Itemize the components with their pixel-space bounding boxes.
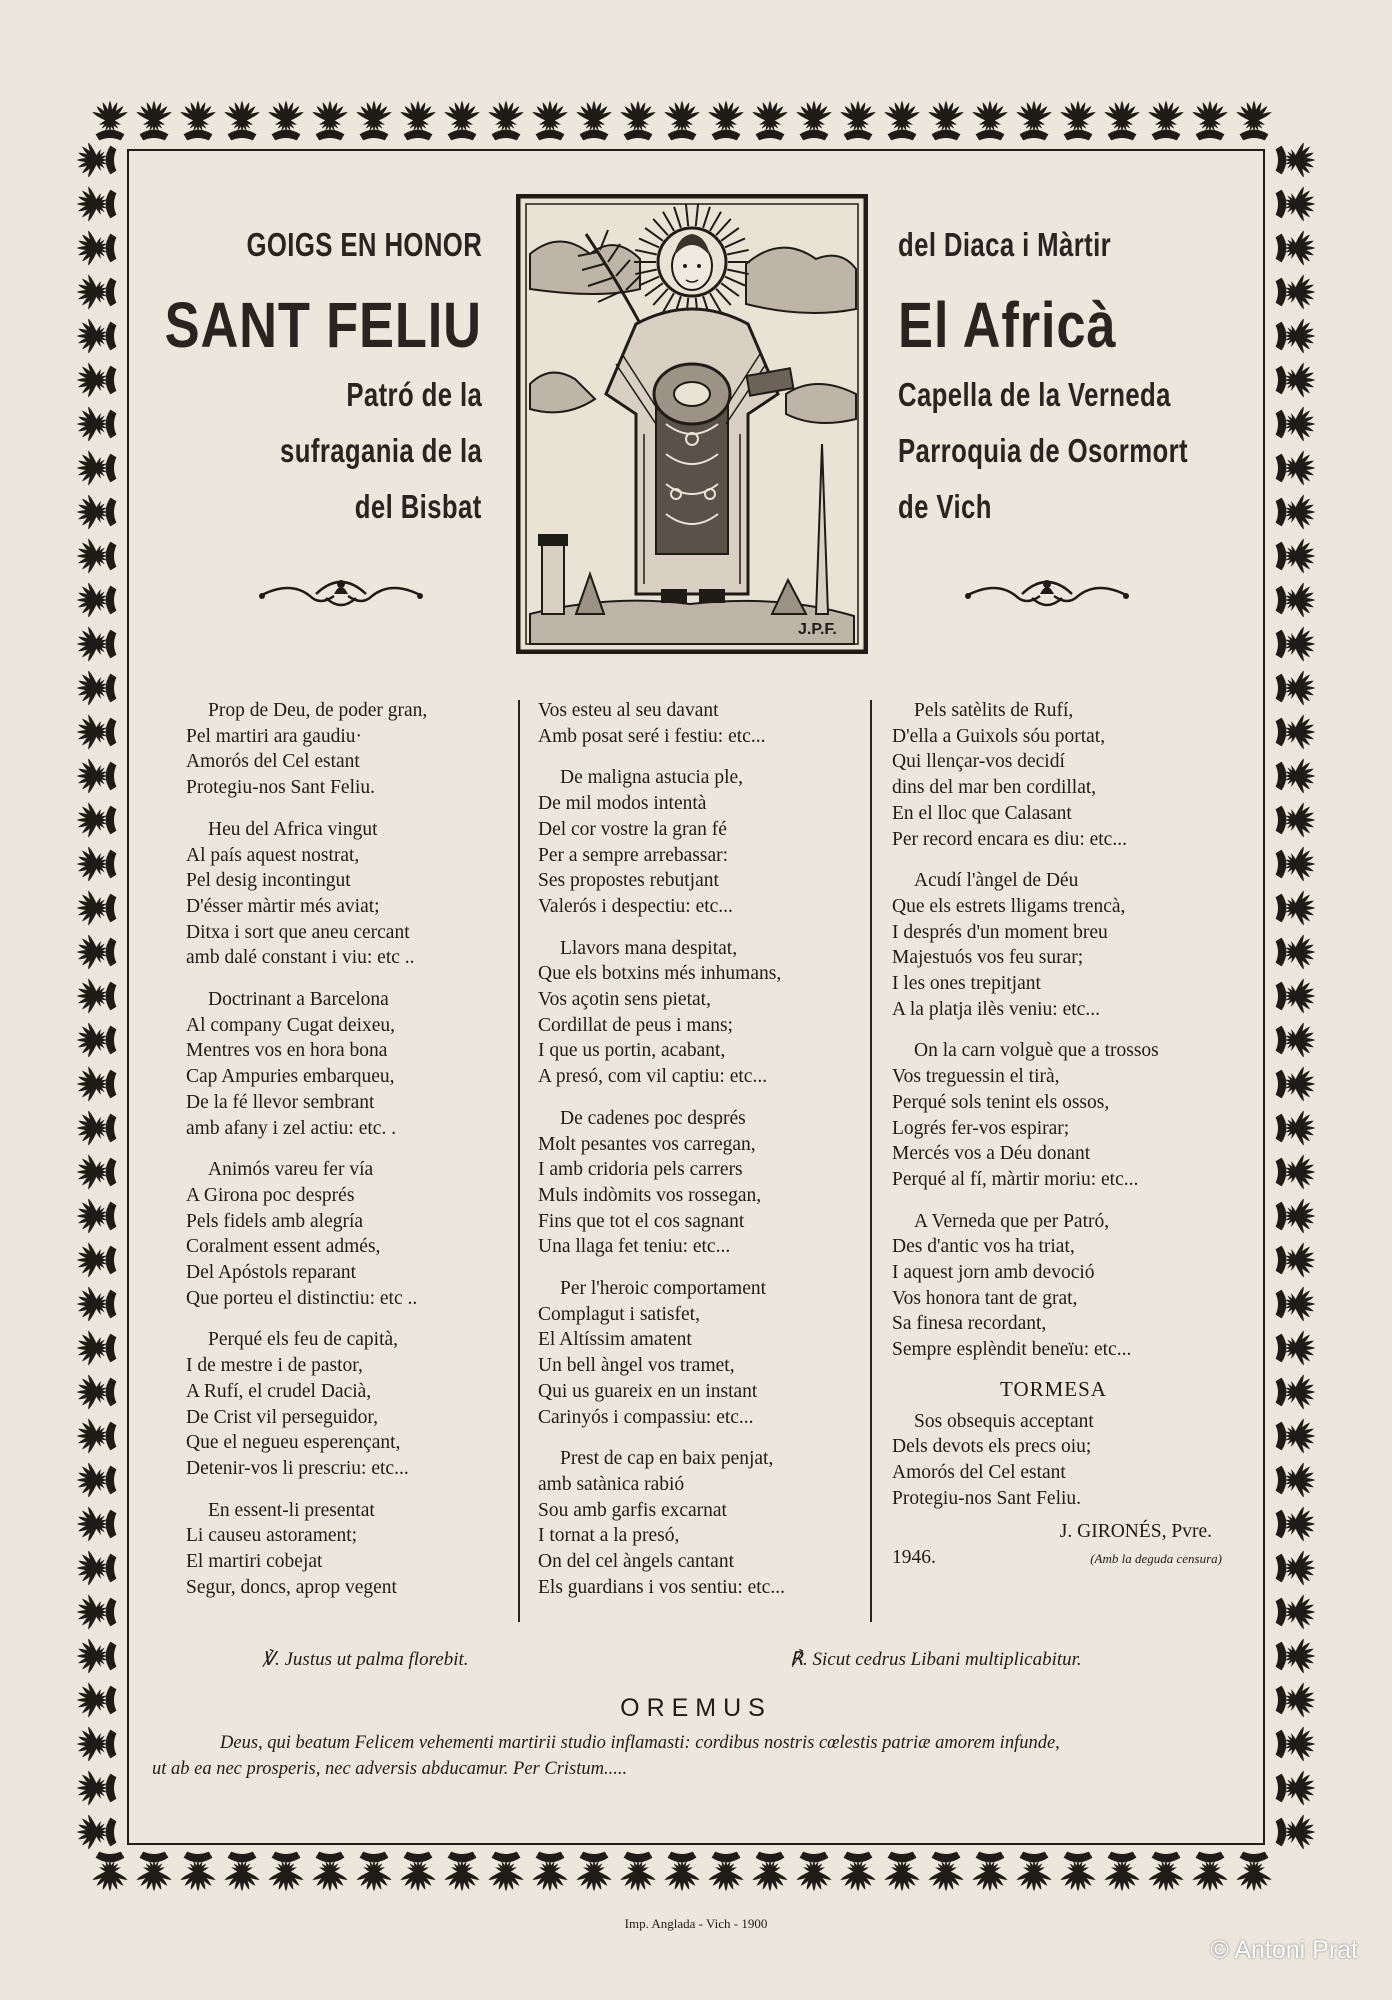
palmette-ornament bbox=[1276, 846, 1316, 883]
verse-line: Que el negueu esperençant, bbox=[186, 1432, 401, 1454]
header-right-line5: de Vich bbox=[898, 488, 992, 525]
palmette-ornament bbox=[77, 230, 117, 267]
verse-line: De mil modos intentà bbox=[538, 793, 707, 815]
verse-line: I amb cridoria pels carrers bbox=[538, 1159, 743, 1181]
verse-line: El Altíssim amatent bbox=[538, 1329, 692, 1351]
verse-line: amb dalé constant i viu: etc .. bbox=[186, 947, 415, 969]
palmette-ornament bbox=[1276, 582, 1316, 619]
verse-line: Cap Ampuries embarqueu, bbox=[186, 1066, 395, 1088]
palmette-ornament bbox=[972, 1852, 1009, 1892]
palmette-ornament bbox=[1276, 1330, 1316, 1367]
palmette-ornament bbox=[312, 101, 349, 141]
verse-line: Amorós del Cel estant bbox=[186, 751, 360, 773]
verse-line: I que us portin, acabant, bbox=[538, 1040, 726, 1062]
palmette-ornament bbox=[752, 101, 789, 141]
palmette-ornament bbox=[576, 101, 613, 141]
verse-line: Cordillat de peus i mans; bbox=[538, 1014, 733, 1036]
palmette-ornament bbox=[77, 1022, 117, 1059]
verse-line: Que els botxins més inhumans, bbox=[538, 963, 782, 985]
verse-line: Complagut i satisfet, bbox=[538, 1303, 700, 1325]
oremus-heading: OREMUS bbox=[620, 1694, 772, 1722]
verse-line: Sempre esplèndit beneïu: etc... bbox=[892, 1339, 1132, 1361]
header-left-line1: GOIGS EN HONOR bbox=[246, 226, 482, 263]
palmette-ornament bbox=[1276, 1286, 1316, 1323]
palmette-ornament bbox=[1192, 1852, 1229, 1892]
prayer-line-2: ut ab ea nec prosperis, nec adversis abducamur. Per Cristum..... bbox=[152, 1759, 628, 1779]
prayer-line-1: Deus, qui beatum Felicem vehementi martirii studio inflamasti: cordibus nostris cœlestis patriæ amorem infunde, bbox=[220, 1733, 1060, 1753]
palmette-ornament bbox=[1276, 230, 1316, 267]
verse-line: Muls indòmits vos rossegan, bbox=[538, 1184, 762, 1206]
verse-line: Amorós del Cel estant bbox=[892, 1461, 1066, 1483]
author-signature: J. GIRONÉS, Pvre. bbox=[1059, 1521, 1212, 1543]
verse-line: Molt pesantes vos carregan, bbox=[538, 1133, 756, 1155]
palmette-ornament bbox=[1104, 1852, 1141, 1892]
verse-line: Pels satèlits de Rufí, bbox=[914, 700, 1074, 721]
verse-line: Vos açotin sens pietat, bbox=[538, 989, 711, 1011]
palmette-ornament bbox=[77, 1638, 117, 1675]
palmette-ornament bbox=[1148, 101, 1185, 141]
palmette-ornament bbox=[884, 1852, 921, 1892]
palmette-ornament bbox=[928, 1852, 965, 1892]
flourish-ornament-right bbox=[962, 574, 1132, 616]
stanza-gap bbox=[538, 920, 868, 936]
palmette-ornament bbox=[708, 101, 745, 141]
verse-line: On la carn volguè que a trossos bbox=[914, 1040, 1159, 1062]
palmette-ornament bbox=[77, 450, 117, 487]
palmette-ornament bbox=[1276, 362, 1316, 399]
palmette-ornament bbox=[1276, 186, 1316, 223]
verse-line: Heu del Africa vingut bbox=[208, 818, 378, 840]
verse-line: Que porteu el distinctiu: etc .. bbox=[186, 1287, 418, 1309]
verse-line: Mentres vos en hora bona bbox=[186, 1040, 388, 1062]
stanza-gap bbox=[186, 801, 506, 817]
palmette-ornament bbox=[444, 1852, 481, 1892]
verse-line: Vos treguessin el tirà, bbox=[892, 1066, 1060, 1088]
palmette-ornament bbox=[1276, 978, 1316, 1015]
verse-line: De la fé llevor sembrant bbox=[186, 1091, 375, 1113]
verse-line: I de mestre i de pastor, bbox=[186, 1355, 363, 1377]
poem-column-3-verses bbox=[892, 698, 1222, 1363]
palmette-ornament bbox=[77, 758, 117, 795]
verse-line: amb satànica rabió bbox=[538, 1473, 685, 1495]
stanza-gap bbox=[186, 1141, 506, 1157]
header-left-line4: sufragania de la bbox=[279, 432, 482, 469]
palmette-ornament bbox=[1060, 1852, 1097, 1892]
palmette-ornament bbox=[77, 934, 117, 971]
palmette-ornament bbox=[77, 846, 117, 883]
verse-line: On del cel àngels cantant bbox=[538, 1551, 734, 1573]
verse-line: Protegiu-nos Sant Feliu. bbox=[892, 1487, 1082, 1509]
palmette-ornament bbox=[1276, 538, 1316, 575]
verse-line: Segur, doncs, aprop vegent bbox=[186, 1576, 397, 1598]
palmette-ornament bbox=[77, 1506, 117, 1543]
palmette-ornament bbox=[1276, 1374, 1316, 1411]
palmette-ornament bbox=[77, 362, 117, 399]
palmette-ornament bbox=[77, 626, 117, 663]
palmette-ornament bbox=[356, 101, 393, 141]
palmette-ornament bbox=[1276, 1594, 1316, 1631]
palmette-ornament bbox=[1276, 802, 1316, 839]
stanza-gap bbox=[538, 1090, 868, 1106]
stanza-gap bbox=[538, 749, 868, 765]
palmette-ornament bbox=[1276, 1110, 1316, 1147]
palmette-ornament bbox=[77, 1330, 117, 1367]
palmette-ornament bbox=[752, 1852, 789, 1892]
verse-line: Fins que tot el cos sagnant bbox=[538, 1210, 745, 1232]
palmette-ornament bbox=[532, 101, 569, 141]
palmette-ornament bbox=[1276, 1506, 1316, 1543]
palmette-ornament bbox=[92, 1852, 129, 1892]
verse-line: Per a sempre arrebassar: bbox=[538, 844, 729, 866]
printer-imprint: Imp. Anglada - Vich - 1900 bbox=[624, 1916, 768, 1931]
palmette-ornament bbox=[1276, 274, 1316, 311]
poem-column-3 bbox=[892, 698, 1222, 1572]
verse-line: D'ella a Guixols sóu portat, bbox=[892, 725, 1106, 747]
palmette-ornament bbox=[77, 318, 117, 355]
verse-line: Perqué al fí, màrtir moriu: etc... bbox=[892, 1168, 1139, 1190]
verse-line: Qui us guareix en un instant bbox=[538, 1380, 758, 1402]
stanza-gap bbox=[186, 971, 506, 987]
verse-line: Animós vareu fer vía bbox=[208, 1159, 374, 1181]
verse-line: Amb posat seré i festiu: etc... bbox=[538, 725, 766, 747]
photo-credit: © Antoni Prat bbox=[1210, 1936, 1358, 1964]
tormesa-verses bbox=[892, 1409, 1222, 1512]
verse-line: A la platja ilès veniu: etc... bbox=[892, 998, 1100, 1020]
palmette-ornament bbox=[1276, 406, 1316, 443]
prayer-text bbox=[152, 1730, 1220, 1782]
palmette-ornament bbox=[77, 582, 117, 619]
palmette-ornament bbox=[77, 1242, 117, 1279]
stanza-gap bbox=[892, 852, 1222, 868]
palmette-ornament bbox=[224, 1852, 261, 1892]
palmette-ornament bbox=[77, 1374, 117, 1411]
palmette-ornament bbox=[708, 1852, 745, 1892]
palmette-ornament bbox=[77, 802, 117, 839]
palmette-ornament bbox=[1276, 714, 1316, 751]
verse-line: Valerós i despectiu: etc... bbox=[538, 895, 733, 917]
palmette-ornament bbox=[180, 101, 217, 141]
verse-line: Des d'antic vos ha triat, bbox=[892, 1236, 1075, 1258]
palmette-ornament bbox=[1276, 670, 1316, 707]
palmette-ornament bbox=[488, 101, 525, 141]
palmette-ornament bbox=[77, 186, 117, 223]
palmette-ornament bbox=[77, 538, 117, 575]
palmette-ornament bbox=[136, 1852, 173, 1892]
palmette-ornament bbox=[1276, 890, 1316, 927]
palmette-ornament bbox=[77, 1286, 117, 1323]
palmette-ornament bbox=[1276, 1550, 1316, 1587]
woodcut-signature: J.P.F. bbox=[798, 621, 837, 638]
palmette-ornament bbox=[840, 1852, 877, 1892]
verse-line: dins del mar ben cordillat, bbox=[892, 777, 1097, 799]
verse-line: Prop de Deu, de poder gran, bbox=[208, 700, 428, 721]
palmette-ornament bbox=[312, 1852, 349, 1892]
verse-line: Pels fidels amb alegría bbox=[186, 1210, 364, 1232]
palmette-ornament bbox=[77, 978, 117, 1015]
verse-line: Ses propostes rebutjant bbox=[538, 870, 719, 892]
palmette-ornament bbox=[1276, 1462, 1316, 1499]
tormesa-heading: TORMESA bbox=[1000, 1376, 1107, 1401]
verse-line: Una llaga fet teniu: etc... bbox=[538, 1236, 731, 1258]
palmette-ornament bbox=[77, 1154, 117, 1191]
palmette-ornament bbox=[400, 101, 437, 141]
palmette-ornament bbox=[1276, 1022, 1316, 1059]
palmette-ornament bbox=[1276, 494, 1316, 531]
palmette-ornament bbox=[77, 890, 117, 927]
palmette-ornament bbox=[1016, 1852, 1053, 1892]
verse-line: Majestuós vos feu surar; bbox=[892, 947, 1084, 969]
palmette-ornament bbox=[77, 1066, 117, 1103]
palmette-ornament bbox=[1276, 1242, 1316, 1279]
verse-line: Al company Cugat deixeu, bbox=[186, 1014, 396, 1036]
palmette-ornament bbox=[77, 1814, 117, 1851]
saint-woodcut-image bbox=[516, 194, 868, 654]
palmette-ornament bbox=[77, 274, 117, 311]
palmette-ornament bbox=[1276, 1726, 1316, 1763]
palmette-ornament bbox=[356, 1852, 393, 1892]
palmette-ornament bbox=[796, 1852, 833, 1892]
palmette-ornament bbox=[180, 1852, 217, 1892]
column-rule-2 bbox=[870, 700, 872, 1622]
verse-line: Li causeu astorament; bbox=[186, 1525, 358, 1547]
header-left-line3: Patró de la bbox=[346, 376, 482, 413]
palmette-ornament bbox=[268, 1852, 305, 1892]
verse-line: Els guardians i vos sentiu: etc... bbox=[538, 1576, 785, 1598]
palmette-ornament bbox=[1060, 101, 1097, 141]
palmette-ornament bbox=[77, 1770, 117, 1807]
verse-line: Prest de cap en baix penjat, bbox=[560, 1448, 774, 1470]
palmette-ornament bbox=[1276, 934, 1316, 971]
palmette-ornament bbox=[840, 101, 877, 141]
palmette-ornament bbox=[77, 1550, 117, 1587]
verse-line: Per l'heroic comportament bbox=[560, 1278, 767, 1300]
verse-line: Un bell àngel vos tramet, bbox=[538, 1355, 735, 1377]
palmette-ornament bbox=[1236, 101, 1273, 141]
verse-line: Detenir-vos li prescriu: etc... bbox=[186, 1457, 409, 1479]
palmette-ornament bbox=[620, 101, 657, 141]
stanza-gap bbox=[186, 1311, 506, 1327]
verse-line: En el lloc que Calasant bbox=[892, 802, 1072, 824]
column-rule-1 bbox=[518, 700, 520, 1622]
stanza-gap bbox=[538, 1260, 868, 1276]
verse-line: Pel martiri ara gaudiu· bbox=[186, 725, 362, 747]
header-right-line1: del Diaca i Màrtir bbox=[898, 226, 1112, 263]
palmette-ornament bbox=[796, 101, 833, 141]
verse-line: Perqué sols tenint els ossos, bbox=[892, 1091, 1110, 1113]
response: ℟. Sicut cedrus Libani multiplicabitur. bbox=[790, 1649, 1082, 1670]
verse-line: amb afany i zel actiu: etc. . bbox=[186, 1117, 397, 1139]
verse-line: Sos obsequis acceptant bbox=[914, 1410, 1094, 1432]
palmette-ornament bbox=[1148, 1852, 1185, 1892]
header-right-line3: Capella de la Verneda bbox=[898, 376, 1171, 413]
palmette-ornament bbox=[224, 101, 261, 141]
palmette-ornament bbox=[1276, 1198, 1316, 1235]
palmette-ornament bbox=[77, 1594, 117, 1631]
verse-line: Doctrinant a Barcelona bbox=[208, 989, 389, 1011]
palmette-ornament bbox=[92, 101, 129, 141]
palmette-ornament bbox=[1276, 626, 1316, 663]
stanza-gap bbox=[892, 1022, 1222, 1038]
verse-line: Sou amb garfis excarnat bbox=[538, 1499, 727, 1521]
verse-line: I tornat a la presó, bbox=[538, 1525, 680, 1547]
verse-line: Al país aquest nostrat, bbox=[186, 844, 360, 866]
palmette-ornament bbox=[77, 714, 117, 751]
verse-line: A presó, com vil captiu: etc... bbox=[538, 1066, 768, 1088]
verse-line: D'ésser màrtir més aviat; bbox=[186, 895, 380, 917]
verse-line: De cadenes poc després bbox=[560, 1107, 746, 1129]
versicle: ℣. Justus ut palma florebit. bbox=[262, 1649, 469, 1670]
verse-line: El martiri cobejat bbox=[186, 1551, 323, 1573]
palmette-ornament bbox=[620, 1852, 657, 1892]
verse-line: Que els estrets lligams trencà, bbox=[892, 895, 1126, 917]
verse-line: De maligna astucia ple, bbox=[560, 767, 744, 789]
verse-line: Per record encara es diu: etc... bbox=[892, 828, 1127, 850]
header-right-title: El Africà bbox=[898, 289, 1117, 361]
verse-line: I aquest jorn amb devoció bbox=[892, 1262, 1095, 1284]
palmette-ornament bbox=[1276, 1066, 1316, 1103]
verse-line: Vos honora tant de grat, bbox=[892, 1287, 1078, 1309]
verse-line: Acudí l'àngel de Déu bbox=[914, 870, 1079, 892]
palmette-ornament bbox=[972, 101, 1009, 141]
palmette-ornament bbox=[1276, 142, 1316, 179]
verse-line: Llavors mana despitat, bbox=[560, 937, 738, 959]
palmette-ornament bbox=[268, 101, 305, 141]
date-censorship-row bbox=[892, 1545, 1222, 1572]
stanza-gap bbox=[892, 1193, 1222, 1209]
palmette-ornament bbox=[1236, 1852, 1273, 1892]
palmette-ornament bbox=[1276, 450, 1316, 487]
header-left-title: SANT FELIU bbox=[164, 289, 482, 361]
stanza-gap bbox=[186, 1482, 506, 1498]
palmette-ornament bbox=[1192, 101, 1229, 141]
year: 1946. bbox=[892, 1547, 936, 1569]
verse-line: Carinyós i compassiu: etc... bbox=[538, 1406, 754, 1428]
palmette-ornament bbox=[664, 101, 701, 141]
palmette-ornament bbox=[444, 101, 481, 141]
palmette-ornament bbox=[1276, 1638, 1316, 1675]
verse-line: Del Apóstols reparant bbox=[186, 1262, 357, 1284]
palmette-ornament bbox=[77, 1726, 117, 1763]
palmette-ornament bbox=[1276, 318, 1316, 355]
palmette-ornament bbox=[136, 101, 173, 141]
palmette-ornament bbox=[532, 1852, 569, 1892]
flourish-ornament-left bbox=[256, 574, 426, 616]
verse-line: A Rufí, el crudel Dacià, bbox=[186, 1380, 372, 1402]
palmette-ornament bbox=[1016, 101, 1053, 141]
verse-line: Ditxa i sort que aneu cercant bbox=[186, 921, 410, 943]
verse-line: Pel desig incontingut bbox=[186, 870, 351, 892]
verse-line: Logrés fer-vos espirar; bbox=[892, 1117, 1070, 1139]
verse-line: Vos esteu al seu davant bbox=[538, 700, 719, 721]
palmette-ornament bbox=[576, 1852, 613, 1892]
verse-line: Dels devots els precs oiu; bbox=[892, 1436, 1092, 1458]
censorship-note: (Amb la deguda censura) bbox=[1090, 1551, 1222, 1567]
palmette-ornament bbox=[928, 101, 965, 141]
verse-line: Qui llençar-vos decidí bbox=[892, 751, 1065, 773]
verse-line: I les ones trepitjant bbox=[892, 973, 1041, 995]
palmette-ornament bbox=[1276, 1814, 1316, 1851]
palmette-ornament bbox=[77, 494, 117, 531]
header-right-line4: Parroquia de Osormort bbox=[898, 432, 1188, 469]
stanza-gap bbox=[538, 1430, 868, 1446]
verse-line: A Verneda que per Patró, bbox=[914, 1210, 1110, 1232]
palmette-ornament bbox=[1104, 101, 1141, 141]
palmette-ornament bbox=[1276, 1154, 1316, 1191]
palmette-ornament bbox=[1276, 1418, 1316, 1455]
verse-line: De Crist vil perseguidor, bbox=[186, 1406, 379, 1428]
palmette-ornament bbox=[488, 1852, 525, 1892]
verse-line: A Girona poc després bbox=[186, 1184, 355, 1206]
poem-column-2 bbox=[538, 698, 868, 1601]
palmette-ornament bbox=[77, 1462, 117, 1499]
palmette-ornament bbox=[1276, 758, 1316, 795]
palmette-ornament bbox=[1276, 1770, 1316, 1807]
palmette-ornament bbox=[77, 1198, 117, 1235]
verse-line: I després d'un moment breu bbox=[892, 921, 1108, 943]
palmette-ornament bbox=[77, 670, 117, 707]
palmette-ornament bbox=[664, 1852, 701, 1892]
verse-line: Sa finesa recordant, bbox=[892, 1313, 1047, 1335]
verse-line: Mercés vos a Déu donant bbox=[892, 1143, 1091, 1165]
palmette-ornament bbox=[77, 142, 117, 179]
verse-line: Del cor vostre la gran fé bbox=[538, 818, 727, 840]
palmette-ornament bbox=[77, 1418, 117, 1455]
verse-line: Perqué els feu de capità, bbox=[208, 1329, 399, 1351]
header-left-line5: del Bisbat bbox=[355, 488, 482, 525]
verse-line: Coralment essent admés, bbox=[186, 1236, 381, 1258]
verse-line: En essent-li presentat bbox=[208, 1499, 375, 1521]
palmette-ornament bbox=[400, 1852, 437, 1892]
palmette-ornament bbox=[77, 1110, 117, 1147]
palmette-ornament bbox=[884, 101, 921, 141]
palmette-ornament bbox=[77, 406, 117, 443]
poem-column-1 bbox=[186, 698, 506, 1601]
verse-line: Protegiu-nos Sant Feliu. bbox=[186, 777, 376, 799]
